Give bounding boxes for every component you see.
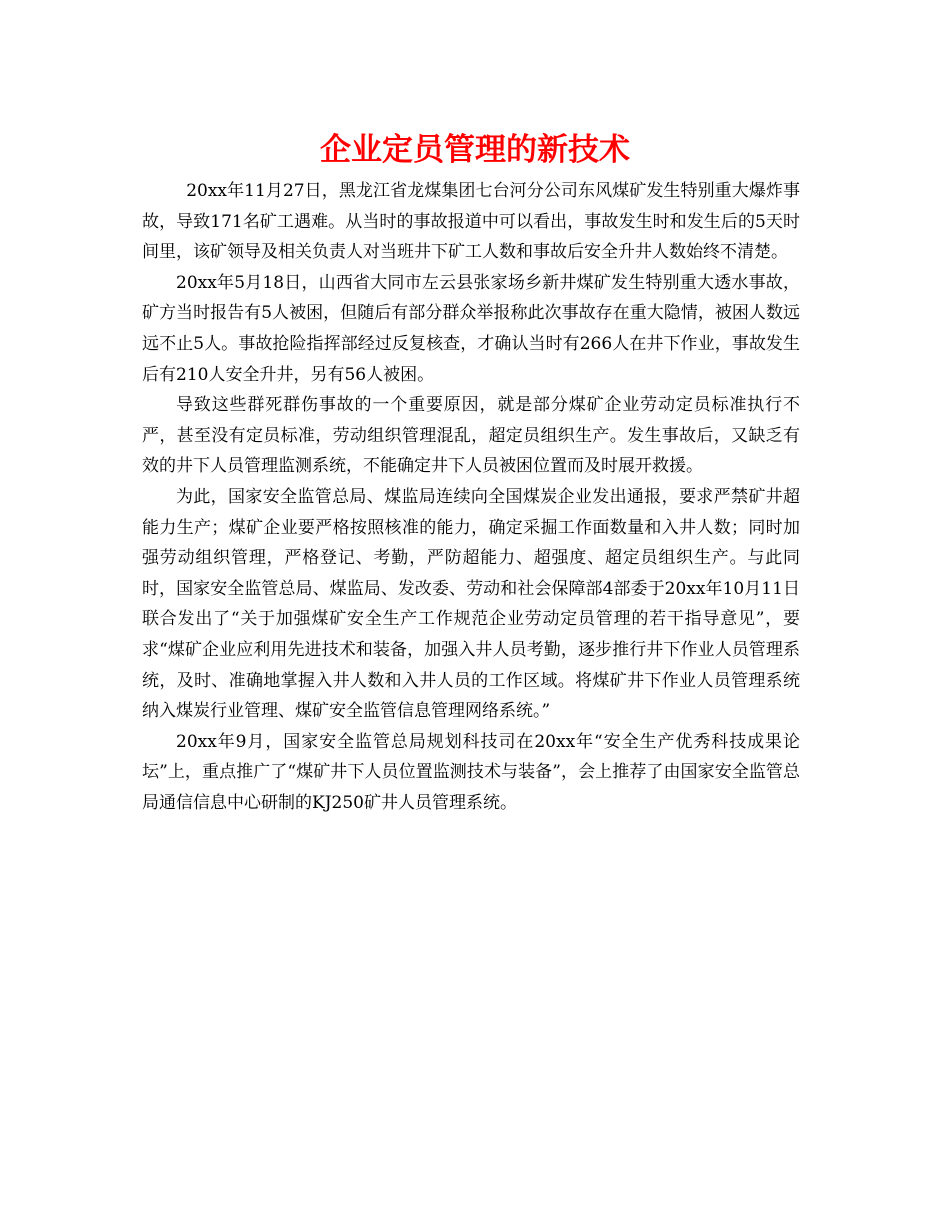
paragraph-4: 为此，国家安全监管总局、煤监局连续向全国煤炭企业发出通报，要求严禁矿井超能力生产；煤矿企业要严格按照核准的能力，确定采掘工作面数量和入井人数；同时加强劳动组织管理，严格登记、考勤，严防超能力、超强度、超定员组织生产。与此同时，国家安全监管总局、煤监局、发改委、劳动和社会保障部4部委于20xx年10月11日联合发出了“关于加强煤矿安全生产工作规范企业劳动定员管理的若干指导意见”，要求“煤矿企业应利用先进技术和装备，加强入井人员考勤，逐步推行井下作业人员管理系统，及时、准确地掌握入井人数和入井人员的工作区域。将煤矿井下作业人员管理系统纳入煤炭行业管理、煤矿安全监管信息管理网络系统。”	[142, 486, 800, 722]
paragraph-3: 导致这些群死群伤事故的一个重要原因，就是部分煤矿企业劳动定员标准执行不严，甚至没有定员标准，劳动组织管理混乱，超定员组织生产。发生事故后，又缺乏有效的井下人员管理监测系统，不能确定井下人员被困位置而及时展开救援。	[142, 395, 800, 477]
document-body	[142, 176, 800, 818]
document-title: 企业定员管理的新技术	[320, 132, 630, 168]
paragraph-1: 20xx年11月27日，黑龙江省龙煤集团七台河分公司东风煤矿发生特别重大爆炸事故，导致171名矿工遇难。从当时的事故报道中可以看出，事故发生时和发生后的5天时间里，该矿领导及相关负责人对当班井下矿工人数和事故后安全升井人数始终不清楚。	[142, 181, 800, 263]
paragraph-2: 20xx年5月18日，山西省大同市左云县张家场乡新井煤矿发生特别重大透水事故，矿方当时报告有5人被困，但随后有部分群众举报称此次事故存在重大隐情，被困人数远远不止5人。事故抢险指挥部经过反复核查，才确认当时有266人在井下作业，事故发生后有210人安全升井，另有56人被困。	[142, 272, 800, 385]
paragraph-5: 20xx年9月，国家安全监管总局规划科技司在20xx年“安全生产优秀科技成果论坛”上，重点推广了“煤矿井下人员位置监测技术与装备”，会上推荐了由国家安全监管总局通信信息中心研制的KJ250矿井人员管理系统。	[142, 731, 800, 813]
